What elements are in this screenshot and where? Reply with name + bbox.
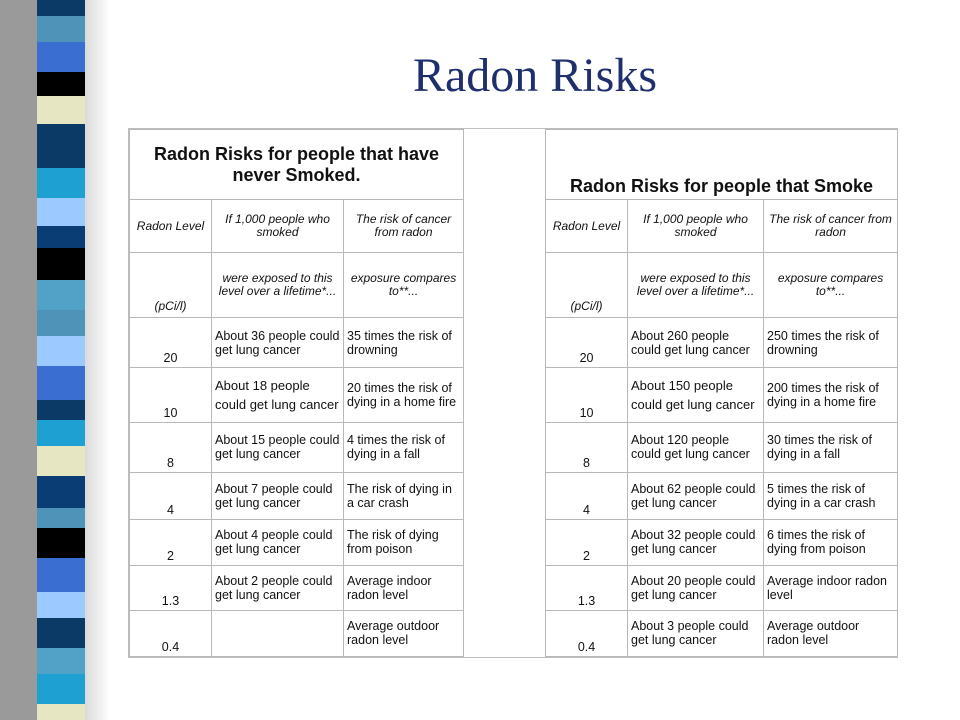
smoke-people: About 20 people could get lung cancer [628,565,764,610]
never-risk: 20 times the risk of dying in a home fire [344,368,464,422]
smoke-people: About 260 people could get lung cancer [628,318,764,368]
stripe-square [37,198,85,226]
table-row [130,368,898,422]
header-people-smoke: If 1,000 people who smoked [628,200,764,253]
stripe-square [37,366,85,400]
stripe-square [37,96,85,124]
stripe-square [37,0,85,16]
stripe-square [37,704,85,720]
never-risk: The risk of dying in a car crash [344,472,464,519]
table-row [130,610,898,656]
gap-cell [464,422,546,472]
never-people: About 15 people could get lung cancer [212,422,344,472]
gap-cell [464,472,546,519]
smoke-risk: 250 times the risk of drowning [764,318,898,368]
header-radon-level: Radon Level [130,200,212,253]
stripe-square [37,16,85,42]
never-risk: Average indoor radon level [344,565,464,610]
gap-cell [464,200,546,253]
smoke-people: About 3 people could get lung cancer [628,610,764,656]
radon-level: 4 [130,472,212,519]
decorative-stripe [0,0,110,720]
gap-cell [464,253,546,318]
never-risk: 35 times the risk of drowning [344,318,464,368]
gap-cell [464,368,546,422]
stripe-square [37,226,85,248]
radon-level: 20 [130,318,212,368]
never-people: About 18 people could get lung cancer [212,368,344,422]
radon-risk-table [128,128,898,658]
radon-level-smoke: 1.3 [546,565,628,610]
stripe-square [37,42,85,72]
radon-level-smoke: 10 [546,368,628,422]
smoke-people: About 120 people could get lung cancer [628,422,764,472]
header-people: If 1,000 people who smoked [212,200,344,253]
stripe-squares [37,0,85,720]
gap-cell [464,318,546,368]
stripe-square [37,446,85,476]
sub-header-people: were exposed to this level over a lifetime*... [212,253,344,318]
smoke-people: About 32 people could get lung cancer [628,519,764,565]
sub-header-people-smoke: were exposed to this level over a lifetime*... [628,253,764,318]
radon-table [129,129,898,657]
stripe-square [37,124,85,168]
radon-level: 2 [130,519,212,565]
radon-level-smoke: 2 [546,519,628,565]
radon-level-smoke: 0.4 [546,610,628,656]
stripe-square [37,72,85,96]
radon-level-smoke: 8 [546,422,628,472]
stripe-square [37,336,85,366]
table-row [130,318,898,368]
stripe-square [37,618,85,648]
sub-header-risk-smoke: exposure compares to**... [764,253,898,318]
never-risk: The risk of dying from poison [344,519,464,565]
stripe-square [37,558,85,592]
smoke-heading: Radon Risks for people that Smoke [546,130,898,200]
radon-level: 1.3 [130,565,212,610]
stripe-square [37,592,85,618]
stripe-square [37,310,85,336]
never-people [212,610,344,656]
smoke-people: About 62 people could get lung cancer [628,472,764,519]
stripe-square [37,400,85,420]
radon-level: 0.4 [130,610,212,656]
stripe-square [37,508,85,528]
radon-level-smoke: 20 [546,318,628,368]
gap-cell [464,130,546,200]
stripe-square [37,280,85,310]
sub-header-risk: exposure compares to**... [344,253,464,318]
table-row [130,422,898,472]
gap-cell [464,565,546,610]
unit-label: (pCi/l) [130,253,212,318]
header-risk: The risk of cancer from radon [344,200,464,253]
column-header-row [130,200,898,253]
stripe-square [37,168,85,198]
unit-label-smoke: (pCi/l) [546,253,628,318]
gap-cell [464,610,546,656]
stripe-square [37,420,85,446]
never-people: About 4 people could get lung cancer [212,519,344,565]
smoke-risk: Average indoor radon level [764,565,898,610]
never-risk: 4 times the risk of dying in a fall [344,422,464,472]
stripe-square [37,476,85,508]
sub-header-row [130,253,898,318]
never-people: About 7 people could get lung cancer [212,472,344,519]
smoke-risk: 5 times the risk of dying in a car crash [764,472,898,519]
radon-level: 8 [130,422,212,472]
heading-row [130,130,898,200]
stripe-square [37,674,85,704]
smoke-risk: 6 times the risk of dying from poison [764,519,898,565]
stripe-square [37,248,85,280]
slide-title: Radon Risks [412,49,658,102]
header-radon-level-smoke: Radon Level [546,200,628,253]
gap-cell [464,519,546,565]
never-risk: Average outdoor radon level [344,610,464,656]
smoke-risk: Average outdoor radon level [764,610,898,656]
smoke-risk: 200 times the risk of dying in a home fire [764,368,898,422]
smoke-risk: 30 times the risk of dying in a fall [764,422,898,472]
radon-level: 10 [130,368,212,422]
stripe-square [37,648,85,674]
table-row [130,472,898,519]
smoke-people: About 150 people could get lung cancer [628,368,764,422]
header-risk-smoke: The risk of cancer from radon [764,200,898,253]
table-row [130,565,898,610]
never-smoked-heading: Radon Risks for people that have never Smoked. [130,130,464,200]
table-row [130,519,898,565]
never-people: About 2 people could get lung cancer [212,565,344,610]
radon-level-smoke: 4 [546,472,628,519]
never-people: About 36 people could get lung cancer [212,318,344,368]
stripe-square [37,528,85,558]
